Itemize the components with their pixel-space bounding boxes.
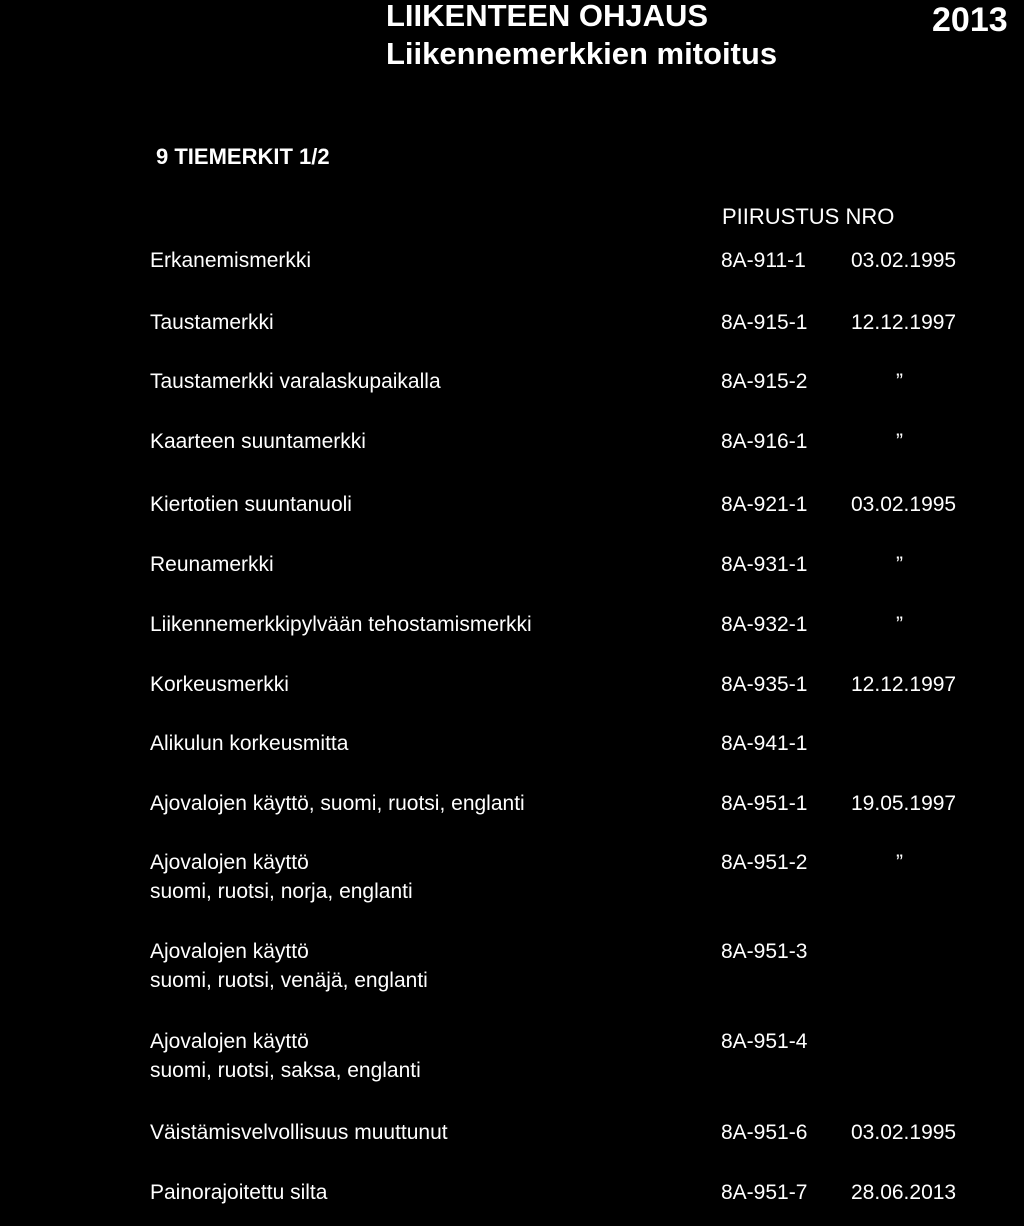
item-date: ” [896, 430, 903, 453]
item-date: 28.06.2013 [851, 1181, 957, 1204]
item-date: ” [896, 613, 903, 636]
item-date: ” [896, 851, 903, 874]
item-drawing-number: 8A-951-6 [721, 1121, 808, 1144]
item-date: ” [896, 370, 903, 393]
item-name: Taustamerkki [150, 311, 274, 334]
item-drawing-number: 8A-951-3 [721, 940, 808, 963]
header-subtitle: Liikennemerkkien mitoitus [386, 36, 778, 71]
item-drawing-number: 8A-915-1 [721, 311, 808, 334]
item-name: Reunamerkki [150, 553, 274, 576]
item-drawing-number: 8A-951-4 [721, 1030, 808, 1053]
header-title: LIIKENTEEN OHJAUS [386, 0, 709, 33]
item-drawing-number: 8A-921-1 [721, 493, 808, 516]
item-name: Painorajoitettu silta [150, 1181, 328, 1204]
item-drawing-number: 8A-911-1 [721, 249, 806, 272]
item-date: 12.12.1997 [851, 673, 957, 696]
item-name: Liikennemerkkipylvään tehostamismerkki [150, 613, 532, 636]
item-name: Kiertotien suuntanuoli [150, 493, 352, 516]
item-drawing-number: 8A-951-7 [721, 1181, 808, 1204]
item-name: Korkeusmerkki [150, 673, 289, 696]
item-name: Erkanemismerkki [150, 249, 312, 272]
item-drawing-number: 8A-932-1 [721, 613, 808, 636]
item-drawing-number: 8A-941-1 [721, 732, 808, 755]
item-date: 19.05.1997 [851, 792, 957, 815]
item-name: Väistämisvelvollisuus muuttunut [150, 1121, 448, 1144]
item-drawing-number: 8A-915-2 [721, 370, 808, 393]
item-date: ” [896, 553, 903, 576]
item-drawing-number: 8A-951-2 [721, 851, 808, 874]
item-name: Ajovalojen käyttö suomi, ruotsi, norja, englanti [150, 851, 413, 903]
item-name: Ajovalojen käyttö suomi, ruotsi, venäjä, englanti [150, 940, 428, 992]
item-date: 03.02.1995 [851, 249, 957, 272]
item-drawing-number: 8A-931-1 [721, 553, 808, 576]
item-drawing-number: 8A-951-1 [721, 792, 808, 815]
header-year: 2013 [932, 1, 1008, 39]
item-drawing-number: 8A-935-1 [721, 673, 808, 696]
section-title: 9 TIEMERKIT 1/2 [156, 144, 330, 169]
column-header-drawing-number: PIIRUSTUS NRO [722, 204, 895, 229]
item-name: Ajovalojen käyttö suomi, ruotsi, saksa, englanti [150, 1030, 421, 1082]
item-name: Ajovalojen käyttö, suomi, ruotsi, englanti [150, 792, 525, 815]
item-name: Alikulun korkeusmitta [150, 732, 349, 755]
item-drawing-number: 8A-916-1 [721, 430, 808, 453]
item-date: 03.02.1995 [851, 1121, 957, 1144]
item-date: 03.02.1995 [851, 493, 957, 516]
item-name: Taustamerkki varalaskupaikalla [150, 370, 441, 393]
item-name: Kaarteen suuntamerkki [150, 430, 366, 453]
item-date: 12.12.1997 [851, 311, 957, 334]
